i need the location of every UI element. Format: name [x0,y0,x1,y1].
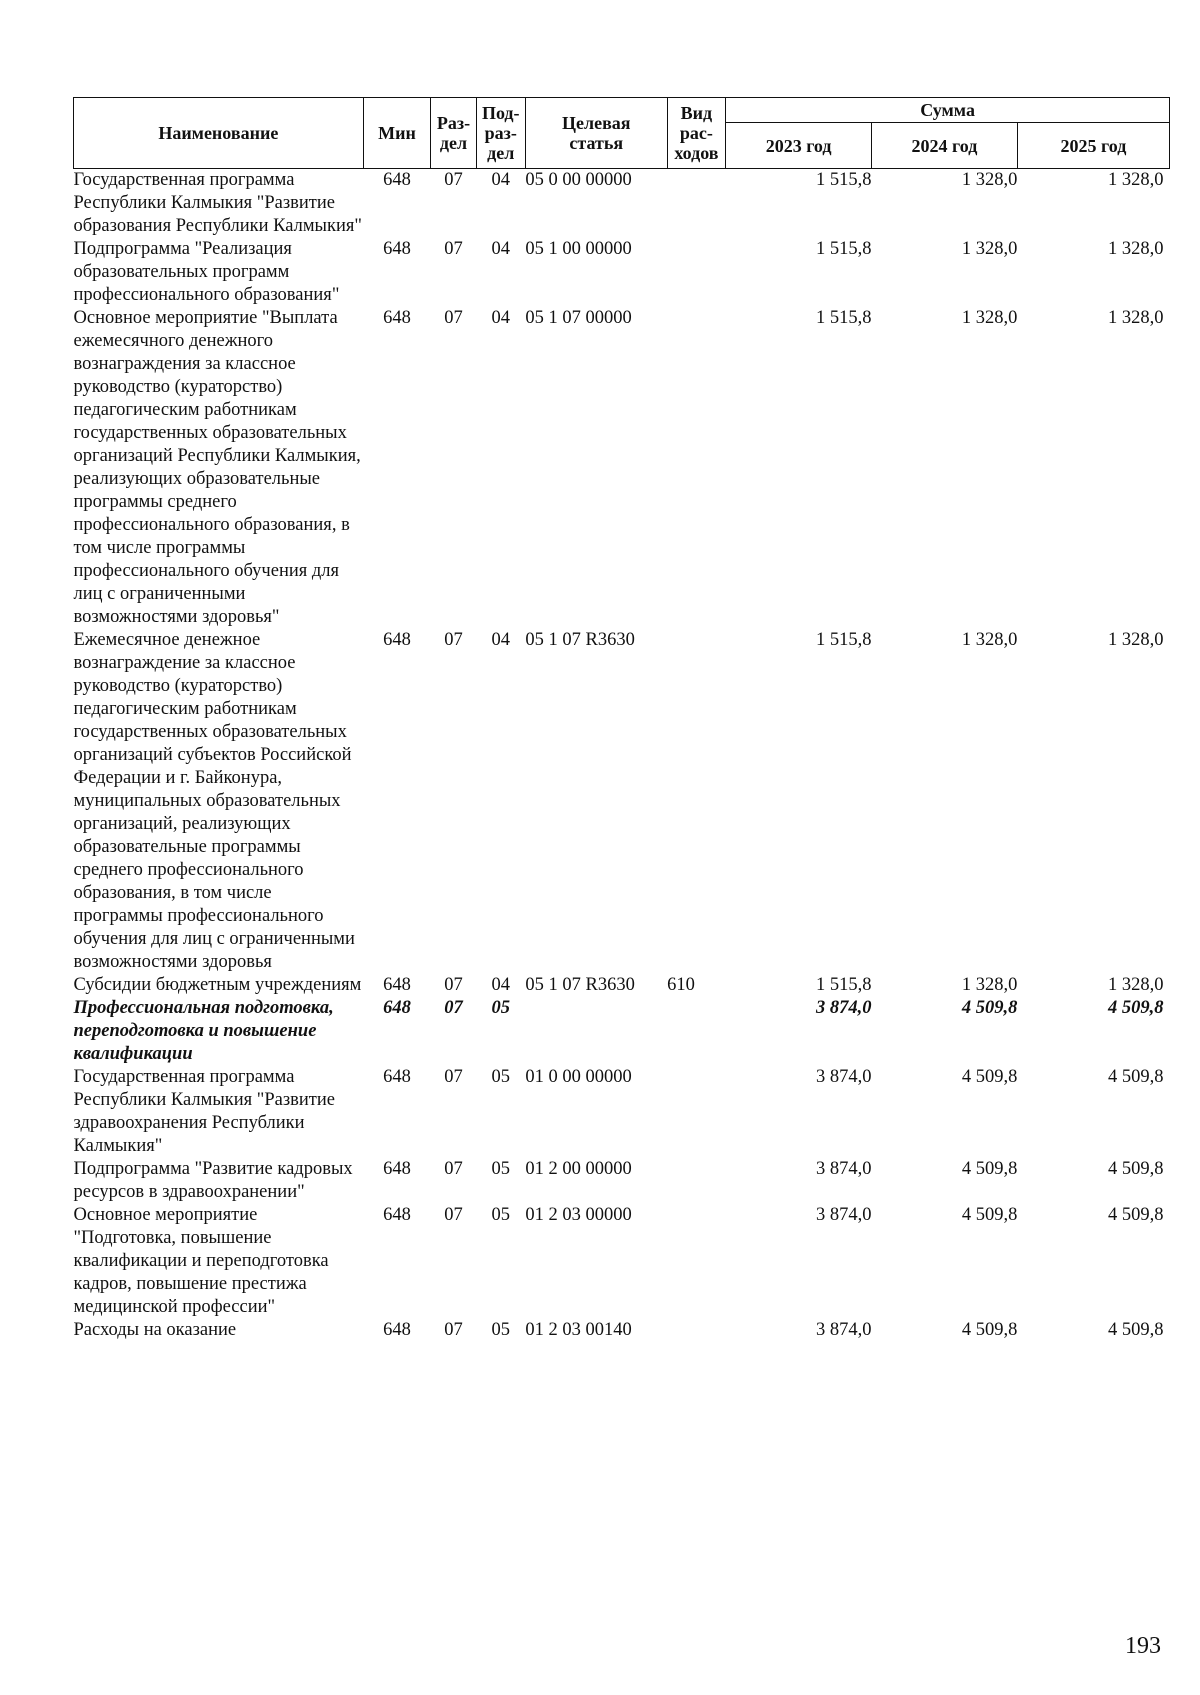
cell-2023: 3 874,0 [816,1320,872,1340]
table-row [74,169,1170,239]
cell-kind [667,238,726,307]
cell-min: 648 [383,975,411,995]
header-subsection: Под- раз- дел [476,98,525,169]
cell-2024: 4 509,8 [961,1067,1018,1087]
cell-2025: 1 328,0 [1108,308,1164,328]
cell-name: Основное мероприятие "Выплата ежемесячного денежного вознаграждения за классное руководство (кураторство) педагогическим работникам государственных образовательных организаций Республики Калмыкия, реализующих образовательные программы среднего профессионального образования, в том числе программы профессионального обучения для лиц с ограниченными возможностями здоровья" [73,308,361,627]
header-sum: Сумма [726,98,1170,123]
cell-kind [667,1319,726,1342]
table-row [74,997,1170,1066]
table-row [74,1066,1170,1158]
table-body [74,169,1170,1343]
cell-2025: 4 509,8 [1108,1159,1164,1179]
header-year-2025: 2025 год [1017,123,1169,169]
header-target: Целевая статья [525,98,667,169]
cell-target: 05 1 00 00000 [525,239,632,259]
cell-target: 01 2 00 00000 [525,1159,632,1179]
cell-2025: 1 328,0 [1108,239,1164,259]
cell-2025: 4 509,8 [1108,1205,1164,1225]
cell-section: 07 [444,1159,463,1179]
cell-2025: 4 509,8 [1108,1320,1164,1340]
cell-min: 648 [383,1205,411,1225]
cell-2024: 1 328,0 [961,239,1018,259]
cell-kind [667,1158,726,1204]
cell-subsection: 05 [491,1205,510,1225]
cell-target [525,997,667,1066]
cell-2023: 1 515,8 [816,170,872,190]
cell-2025: 1 328,0 [1108,630,1164,650]
cell-min: 648 [383,630,411,650]
table-row [74,1319,1170,1342]
cell-2024: 4 509,8 [961,1159,1018,1179]
cell-section: 07 [444,1205,463,1225]
cell-2024: 1 328,0 [961,170,1018,190]
cell-2024: 4 509,8 [961,1320,1018,1340]
table-row [74,1204,1170,1319]
cell-min: 648 [383,1067,411,1087]
cell-name: Подпрограмма "Реализация образовательных программ профессионального образования" [73,239,340,305]
cell-2023: 1 515,8 [816,630,872,650]
header-year-2024: 2024 год [872,123,1018,169]
cell-2025: 4 509,8 [1108,998,1164,1018]
cell-2025: 1 328,0 [1108,975,1164,995]
cell-kind [667,997,726,1066]
cell-min: 648 [383,1159,411,1179]
cell-target: 05 0 00 00000 [525,170,632,190]
cell-name: Ежемесячное денежное вознаграждение за классное руководство (кураторство) педагогическим работникам государственных образовательных организаций субъектов Российской Федерации и г. Байконура, муниципальных образовательных организаций, реализующих образовательные программы среднего профессионального образования, в том числе программы профессионального обучения для лиц с ограниченными возможностями здоровья [73,630,355,972]
cell-name: Государственная программа Республики Калмыкия "Развитие образования Республики Калмыкия" [73,170,362,236]
header-section: Раз- дел [431,98,476,169]
cell-2023: 1 515,8 [816,308,872,328]
cell-2023: 1 515,8 [816,975,872,995]
cell-subsection: 05 [491,1067,510,1087]
cell-target: 05 1 07 00000 [525,308,632,328]
cell-kind: 610 [667,975,695,995]
cell-2024: 4 509,8 [961,1205,1018,1225]
table-row [74,1158,1170,1204]
header-kind: Вид рас- ходов [667,98,726,169]
cell-kind [667,629,726,974]
header-name: Наименование [74,98,364,169]
cell-2025: 1 328,0 [1108,170,1164,190]
budget-table [73,97,1170,1342]
header-year-2023: 2023 год [726,123,872,169]
cell-name: Основное мероприятие "Подготовка, повышение квалификации и переподготовка кадров, повышение престижа медицинской профессии" [73,1205,329,1317]
cell-min: 648 [383,170,411,190]
cell-kind [667,1066,726,1158]
cell-2023: 3 874,0 [816,1159,872,1179]
cell-section: 07 [444,170,463,190]
page-number: 193 [1125,1633,1161,1659]
cell-target: 05 1 07 R3630 [525,630,635,650]
cell-min: 648 [383,998,411,1018]
cell-section: 07 [444,630,463,650]
cell-section: 07 [444,308,463,328]
cell-name: Расходы на оказание [73,1320,237,1340]
cell-subsection: 04 [491,630,510,650]
cell-section: 07 [444,998,463,1018]
cell-name: Профессиональная подготовка, переподготовка и повышение квалификации [73,998,334,1064]
cell-name: Подпрограмма "Развитие кадровых ресурсов в здравоохранении" [73,1159,353,1202]
cell-2023: 3 874,0 [816,1205,872,1225]
cell-name: Государственная программа Республики Калмыкия "Развитие здравоохранения Республики Калмыкия" [73,1067,335,1156]
cell-subsection: 04 [491,170,510,190]
cell-min: 648 [383,308,411,328]
cell-section: 07 [444,1067,463,1087]
cell-section: 07 [444,239,463,259]
cell-2024: 1 328,0 [961,975,1018,995]
cell-target: 05 1 07 R3630 [525,975,635,995]
cell-min: 648 [383,1320,411,1340]
cell-target: 01 0 00 00000 [525,1067,632,1087]
table-row [74,629,1170,974]
header-min: Мин [363,98,431,169]
cell-subsection: 04 [491,308,510,328]
cell-section: 07 [444,975,463,995]
cell-subsection: 05 [491,1320,510,1340]
cell-2024: 4 509,8 [961,998,1018,1018]
cell-name: Субсидии бюджетным учреждениям [73,975,362,995]
cell-2024: 1 328,0 [961,308,1018,328]
cell-2023: 3 874,0 [816,998,872,1018]
cell-2023: 3 874,0 [816,1067,872,1087]
cell-section: 07 [444,1320,463,1340]
cell-kind [667,169,726,239]
table-row [74,238,1170,307]
cell-2023: 1 515,8 [816,239,872,259]
table-row [74,307,1170,629]
cell-min: 648 [383,239,411,259]
table-row [74,974,1170,997]
cell-subsection: 04 [491,975,510,995]
cell-kind [667,1204,726,1319]
cell-target: 01 2 03 00000 [525,1205,632,1225]
cell-target: 01 2 03 00140 [525,1320,632,1340]
cell-subsection: 04 [491,239,510,259]
cell-subsection: 05 [491,1159,510,1179]
cell-kind [667,307,726,629]
cell-2024: 1 328,0 [961,630,1018,650]
cell-2025: 4 509,8 [1108,1067,1164,1087]
cell-subsection: 05 [491,998,510,1018]
